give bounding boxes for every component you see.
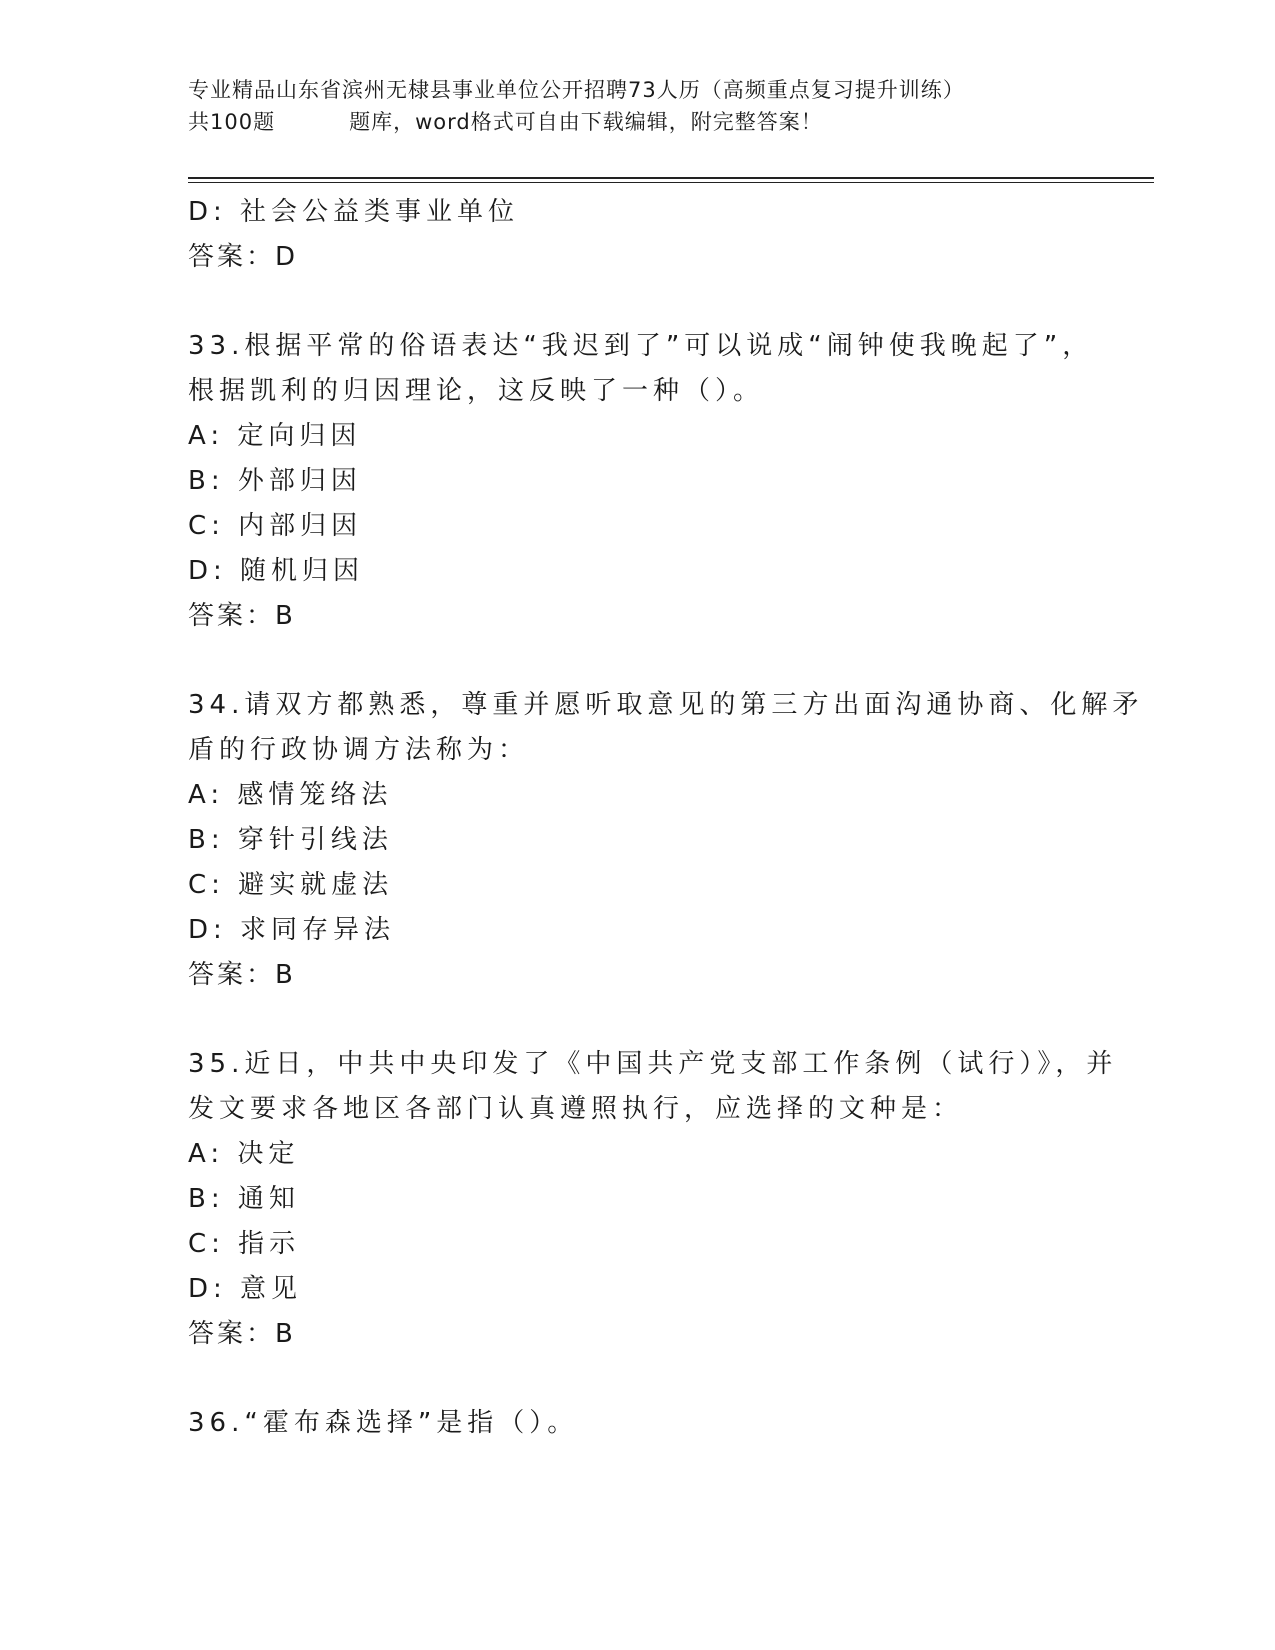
header-count: 共100题 bbox=[188, 110, 276, 134]
document-body bbox=[188, 190, 1144, 1446]
prev-option-d: D: 社会公益类事业单位 bbox=[188, 197, 520, 227]
document-header bbox=[188, 74, 1108, 138]
option-d: D: 随机归因 bbox=[188, 556, 365, 586]
question-34 bbox=[188, 683, 1144, 998]
option-c: C: 避实就虚法 bbox=[188, 870, 394, 900]
answer-line: 答案：B bbox=[188, 1319, 296, 1349]
option-c: C: 指示 bbox=[188, 1229, 301, 1259]
option-d: D: 意见 bbox=[188, 1274, 303, 1304]
option-b: B: 穿针引线法 bbox=[188, 825, 393, 855]
question-stem-line: 根据凯利的归因理论，这反映了一种（）。 bbox=[188, 376, 765, 406]
question-stem-line: 34.请双方都熟悉，尊重并愿听取意见的第三方出面沟通协商、化解矛 bbox=[188, 690, 1144, 720]
question-stem-line: 35.近日，中共中央印发了《中国共产党支部工作条例（试行）》，并 bbox=[188, 1049, 1118, 1079]
question-stem-line: 盾的行政协调方法称为： bbox=[188, 735, 530, 765]
option-c: C: 内部归因 bbox=[188, 511, 363, 541]
header-title: 专业精品山东省滨州无棣县事业单位公开招聘73人历（高频重点复习提升训练） bbox=[188, 78, 965, 102]
header-rule-thin bbox=[188, 182, 1154, 183]
question-stem-line: 33.根据平常的俗语表达“我迟到了”可以说成“闹钟使我晚起了”， bbox=[188, 331, 1094, 361]
prev-answer: 答案：D bbox=[188, 242, 299, 272]
question-36 bbox=[188, 1401, 1088, 1446]
answer-line: 答案：B bbox=[188, 960, 296, 990]
answer-line: 答案：B bbox=[188, 601, 296, 631]
option-a: A: 决定 bbox=[188, 1139, 300, 1169]
option-b: B: 通知 bbox=[188, 1184, 300, 1214]
question-stem-line: 36.“霍布森选择”是指（）。 bbox=[188, 1408, 579, 1438]
option-d: D: 求同存异法 bbox=[188, 915, 396, 945]
header-note: 题库，word格式可自由下载编辑，附完整答案！ bbox=[349, 110, 823, 134]
option-b: B: 外部归因 bbox=[188, 466, 362, 496]
option-a: A: 定向归因 bbox=[188, 421, 362, 451]
header-subtitle bbox=[188, 106, 1108, 138]
question-stem-line: 发文要求各地区各部门认真遵照执行，应选择的文种是： bbox=[188, 1094, 964, 1124]
question-33 bbox=[188, 324, 1094, 639]
question-35 bbox=[188, 1042, 1118, 1357]
header-rule-thick bbox=[188, 177, 1154, 179]
option-a: A: 感情笼络法 bbox=[188, 780, 393, 810]
